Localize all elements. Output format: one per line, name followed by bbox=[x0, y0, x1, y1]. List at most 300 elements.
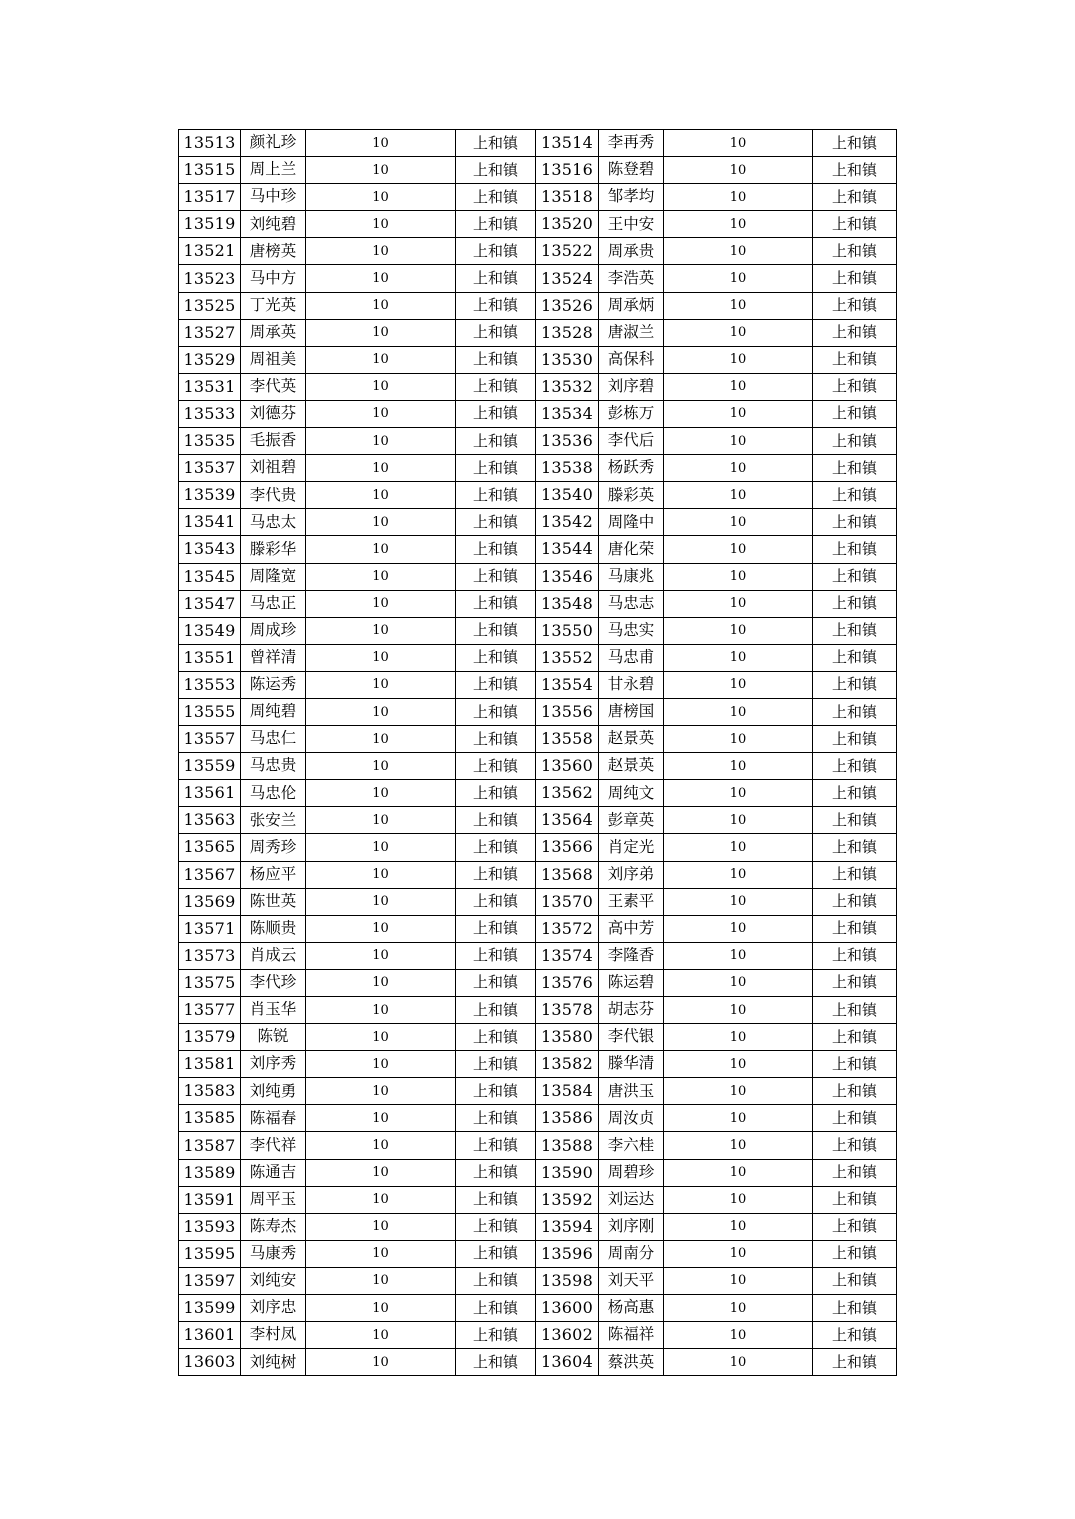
amount-cell: 10 bbox=[306, 428, 456, 455]
table-row bbox=[179, 861, 897, 888]
amount-cell: 10 bbox=[306, 1267, 456, 1294]
person-name-cell: 李代祥 bbox=[241, 1132, 306, 1159]
amount-cell: 10 bbox=[306, 1349, 456, 1376]
person-name-cell: 高保科 bbox=[599, 346, 664, 373]
record-id-cell: 13526 bbox=[536, 292, 599, 319]
town-name-cell: 上和镇 bbox=[456, 400, 536, 427]
amount-cell: 10 bbox=[306, 1132, 456, 1159]
person-name-cell: 周南分 bbox=[599, 1240, 664, 1267]
person-name-cell: 刘德芬 bbox=[241, 400, 306, 427]
amount-cell: 10 bbox=[306, 1240, 456, 1267]
town-name-cell: 上和镇 bbox=[456, 671, 536, 698]
record-id-cell: 13603 bbox=[179, 1349, 241, 1376]
record-id-cell: 13564 bbox=[536, 807, 599, 834]
record-id-cell: 13543 bbox=[179, 536, 241, 563]
record-id-cell: 13527 bbox=[179, 319, 241, 346]
table-row bbox=[179, 563, 897, 590]
town-name-cell: 上和镇 bbox=[813, 1240, 897, 1267]
town-name-cell: 上和镇 bbox=[456, 861, 536, 888]
person-name-cell: 周承贵 bbox=[599, 238, 664, 265]
town-name-cell: 上和镇 bbox=[456, 1213, 536, 1240]
amount-cell: 10 bbox=[306, 888, 456, 915]
record-id-cell: 13590 bbox=[536, 1159, 599, 1186]
record-id-cell: 13575 bbox=[179, 969, 241, 996]
person-name-cell: 马忠仁 bbox=[241, 726, 306, 753]
table-row bbox=[179, 346, 897, 373]
person-name-cell: 高中芳 bbox=[599, 915, 664, 942]
person-name-cell: 陈运秀 bbox=[241, 671, 306, 698]
town-name-cell: 上和镇 bbox=[813, 590, 897, 617]
record-id-cell: 13541 bbox=[179, 509, 241, 536]
record-id-cell: 13567 bbox=[179, 861, 241, 888]
record-id-cell: 13533 bbox=[179, 400, 241, 427]
amount-cell: 10 bbox=[664, 373, 813, 400]
town-name-cell: 上和镇 bbox=[813, 265, 897, 292]
record-id-cell: 13599 bbox=[179, 1295, 241, 1322]
table-row bbox=[179, 130, 897, 157]
town-name-cell: 上和镇 bbox=[813, 157, 897, 184]
table-row bbox=[179, 157, 897, 184]
town-name-cell: 上和镇 bbox=[456, 428, 536, 455]
amount-cell: 10 bbox=[306, 1186, 456, 1213]
record-id-cell: 13557 bbox=[179, 726, 241, 753]
record-id-cell: 13587 bbox=[179, 1132, 241, 1159]
amount-cell: 10 bbox=[306, 536, 456, 563]
record-id-cell: 13539 bbox=[179, 482, 241, 509]
town-name-cell: 上和镇 bbox=[456, 1295, 536, 1322]
record-id-cell: 13604 bbox=[536, 1349, 599, 1376]
table-row bbox=[179, 726, 897, 753]
person-name-cell: 颜礼珍 bbox=[241, 130, 306, 157]
amount-cell: 10 bbox=[664, 157, 813, 184]
record-id-cell: 13591 bbox=[179, 1186, 241, 1213]
record-id-cell: 13580 bbox=[536, 1024, 599, 1051]
person-name-cell: 李再秀 bbox=[599, 130, 664, 157]
amount-cell: 10 bbox=[664, 563, 813, 590]
town-name-cell: 上和镇 bbox=[456, 1186, 536, 1213]
town-name-cell: 上和镇 bbox=[456, 319, 536, 346]
town-name-cell: 上和镇 bbox=[813, 861, 897, 888]
record-id-cell: 13602 bbox=[536, 1322, 599, 1349]
table-row bbox=[179, 698, 897, 725]
record-id-cell: 13550 bbox=[536, 617, 599, 644]
town-name-cell: 上和镇 bbox=[813, 1132, 897, 1159]
table-row bbox=[179, 671, 897, 698]
town-name-cell: 上和镇 bbox=[813, 753, 897, 780]
amount-cell: 10 bbox=[306, 184, 456, 211]
record-id-cell: 13586 bbox=[536, 1105, 599, 1132]
person-name-cell: 陈锐 bbox=[241, 1024, 306, 1051]
person-name-cell: 李浩英 bbox=[599, 265, 664, 292]
person-name-cell: 马忠实 bbox=[599, 617, 664, 644]
person-name-cell: 陈运碧 bbox=[599, 969, 664, 996]
town-name-cell: 上和镇 bbox=[813, 780, 897, 807]
table-row bbox=[179, 1105, 897, 1132]
record-id-cell: 13581 bbox=[179, 1051, 241, 1078]
record-id-cell: 13552 bbox=[536, 644, 599, 671]
town-name-cell: 上和镇 bbox=[813, 1295, 897, 1322]
amount-cell: 10 bbox=[306, 780, 456, 807]
amount-cell: 10 bbox=[664, 1186, 813, 1213]
person-name-cell: 丁光英 bbox=[241, 292, 306, 319]
table-row bbox=[179, 211, 897, 238]
person-name-cell: 周碧珍 bbox=[599, 1159, 664, 1186]
town-name-cell: 上和镇 bbox=[456, 617, 536, 644]
person-name-cell: 刘纯勇 bbox=[241, 1078, 306, 1105]
roster-body bbox=[179, 130, 897, 1376]
person-name-cell: 肖定光 bbox=[599, 834, 664, 861]
person-name-cell: 周上兰 bbox=[241, 157, 306, 184]
record-id-cell: 13537 bbox=[179, 455, 241, 482]
town-name-cell: 上和镇 bbox=[456, 590, 536, 617]
table-row bbox=[179, 644, 897, 671]
amount-cell: 10 bbox=[664, 238, 813, 265]
record-id-cell: 13516 bbox=[536, 157, 599, 184]
record-id-cell: 13572 bbox=[536, 915, 599, 942]
person-name-cell: 陈福春 bbox=[241, 1105, 306, 1132]
person-name-cell: 蔡洪英 bbox=[599, 1349, 664, 1376]
record-id-cell: 13521 bbox=[179, 238, 241, 265]
table-row bbox=[179, 184, 897, 211]
record-id-cell: 13540 bbox=[536, 482, 599, 509]
town-name-cell: 上和镇 bbox=[813, 1159, 897, 1186]
town-name-cell: 上和镇 bbox=[456, 455, 536, 482]
person-name-cell: 刘序弟 bbox=[599, 861, 664, 888]
amount-cell: 10 bbox=[664, 861, 813, 888]
amount-cell: 10 bbox=[664, 536, 813, 563]
amount-cell: 10 bbox=[306, 861, 456, 888]
town-name-cell: 上和镇 bbox=[456, 1267, 536, 1294]
amount-cell: 10 bbox=[664, 590, 813, 617]
person-name-cell: 马忠甫 bbox=[599, 644, 664, 671]
person-name-cell: 陈登碧 bbox=[599, 157, 664, 184]
town-name-cell: 上和镇 bbox=[456, 1240, 536, 1267]
person-name-cell: 滕彩华 bbox=[241, 536, 306, 563]
person-name-cell: 周平玉 bbox=[241, 1186, 306, 1213]
town-name-cell: 上和镇 bbox=[813, 1349, 897, 1376]
amount-cell: 10 bbox=[306, 753, 456, 780]
town-name-cell: 上和镇 bbox=[813, 1267, 897, 1294]
table-row bbox=[179, 1051, 897, 1078]
person-name-cell: 赵景英 bbox=[599, 753, 664, 780]
roster-table bbox=[178, 129, 897, 1376]
town-name-cell: 上和镇 bbox=[456, 536, 536, 563]
town-name-cell: 上和镇 bbox=[456, 780, 536, 807]
person-name-cell: 马忠太 bbox=[241, 509, 306, 536]
record-id-cell: 13515 bbox=[179, 157, 241, 184]
person-name-cell: 周秀珍 bbox=[241, 834, 306, 861]
person-name-cell: 周隆中 bbox=[599, 509, 664, 536]
town-name-cell: 上和镇 bbox=[813, 130, 897, 157]
amount-cell: 10 bbox=[664, 753, 813, 780]
amount-cell: 10 bbox=[306, 455, 456, 482]
record-id-cell: 13600 bbox=[536, 1295, 599, 1322]
table-row bbox=[179, 942, 897, 969]
amount-cell: 10 bbox=[306, 1078, 456, 1105]
table-row bbox=[179, 482, 897, 509]
town-name-cell: 上和镇 bbox=[813, 455, 897, 482]
amount-cell: 10 bbox=[306, 563, 456, 590]
person-name-cell: 刘纯安 bbox=[241, 1267, 306, 1294]
town-name-cell: 上和镇 bbox=[813, 726, 897, 753]
town-name-cell: 上和镇 bbox=[813, 834, 897, 861]
table-row bbox=[179, 238, 897, 265]
record-id-cell: 13565 bbox=[179, 834, 241, 861]
amount-cell: 10 bbox=[664, 1267, 813, 1294]
record-id-cell: 13601 bbox=[179, 1322, 241, 1349]
amount-cell: 10 bbox=[664, 1105, 813, 1132]
town-name-cell: 上和镇 bbox=[813, 211, 897, 238]
record-id-cell: 13569 bbox=[179, 888, 241, 915]
record-id-cell: 13592 bbox=[536, 1186, 599, 1213]
record-id-cell: 13574 bbox=[536, 942, 599, 969]
amount-cell: 10 bbox=[664, 997, 813, 1024]
town-name-cell: 上和镇 bbox=[813, 969, 897, 996]
person-name-cell: 滕彩英 bbox=[599, 482, 664, 509]
amount-cell: 10 bbox=[664, 1132, 813, 1159]
record-id-cell: 13584 bbox=[536, 1078, 599, 1105]
record-id-cell: 13556 bbox=[536, 698, 599, 725]
record-id-cell: 13520 bbox=[536, 211, 599, 238]
amount-cell: 10 bbox=[664, 644, 813, 671]
town-name-cell: 上和镇 bbox=[456, 726, 536, 753]
table-row bbox=[179, 455, 897, 482]
person-name-cell: 肖成云 bbox=[241, 942, 306, 969]
person-name-cell: 马中珍 bbox=[241, 184, 306, 211]
person-name-cell: 陈寿杰 bbox=[241, 1213, 306, 1240]
person-name-cell: 李隆香 bbox=[599, 942, 664, 969]
person-name-cell: 周纯文 bbox=[599, 780, 664, 807]
town-name-cell: 上和镇 bbox=[456, 698, 536, 725]
town-name-cell: 上和镇 bbox=[813, 482, 897, 509]
table-row bbox=[179, 265, 897, 292]
record-id-cell: 13598 bbox=[536, 1267, 599, 1294]
amount-cell: 10 bbox=[306, 698, 456, 725]
town-name-cell: 上和镇 bbox=[456, 753, 536, 780]
record-id-cell: 13538 bbox=[536, 455, 599, 482]
town-name-cell: 上和镇 bbox=[456, 1132, 536, 1159]
amount-cell: 10 bbox=[306, 942, 456, 969]
amount-cell: 10 bbox=[664, 319, 813, 346]
town-name-cell: 上和镇 bbox=[813, 1024, 897, 1051]
record-id-cell: 13588 bbox=[536, 1132, 599, 1159]
person-name-cell: 马忠伦 bbox=[241, 780, 306, 807]
record-id-cell: 13517 bbox=[179, 184, 241, 211]
record-id-cell: 13523 bbox=[179, 265, 241, 292]
person-name-cell: 赵景英 bbox=[599, 726, 664, 753]
person-name-cell: 马忠贵 bbox=[241, 753, 306, 780]
amount-cell: 10 bbox=[306, 346, 456, 373]
person-name-cell: 彭章英 bbox=[599, 807, 664, 834]
person-name-cell: 周承炳 bbox=[599, 292, 664, 319]
table-row bbox=[179, 1132, 897, 1159]
record-id-cell: 13578 bbox=[536, 997, 599, 1024]
record-id-cell: 13561 bbox=[179, 780, 241, 807]
person-name-cell: 刘序忠 bbox=[241, 1295, 306, 1322]
amount-cell: 10 bbox=[306, 1105, 456, 1132]
record-id-cell: 13534 bbox=[536, 400, 599, 427]
record-id-cell: 13596 bbox=[536, 1240, 599, 1267]
record-id-cell: 13531 bbox=[179, 373, 241, 400]
table-row bbox=[179, 1213, 897, 1240]
amount-cell: 10 bbox=[306, 726, 456, 753]
person-name-cell: 甘永碧 bbox=[599, 671, 664, 698]
record-id-cell: 13545 bbox=[179, 563, 241, 590]
table-row bbox=[179, 400, 897, 427]
record-id-cell: 13547 bbox=[179, 590, 241, 617]
amount-cell: 10 bbox=[664, 184, 813, 211]
table-row bbox=[179, 780, 897, 807]
record-id-cell: 13585 bbox=[179, 1105, 241, 1132]
town-name-cell: 上和镇 bbox=[813, 644, 897, 671]
person-name-cell: 刘运达 bbox=[599, 1186, 664, 1213]
town-name-cell: 上和镇 bbox=[813, 428, 897, 455]
amount-cell: 10 bbox=[306, 644, 456, 671]
person-name-cell: 李代英 bbox=[241, 373, 306, 400]
amount-cell: 10 bbox=[664, 807, 813, 834]
town-name-cell: 上和镇 bbox=[456, 211, 536, 238]
record-id-cell: 13554 bbox=[536, 671, 599, 698]
record-id-cell: 13532 bbox=[536, 373, 599, 400]
amount-cell: 10 bbox=[664, 942, 813, 969]
table-row bbox=[179, 373, 897, 400]
person-name-cell: 唐榜国 bbox=[599, 698, 664, 725]
amount-cell: 10 bbox=[664, 888, 813, 915]
amount-cell: 10 bbox=[306, 292, 456, 319]
record-id-cell: 13560 bbox=[536, 753, 599, 780]
person-name-cell: 陈通吉 bbox=[241, 1159, 306, 1186]
amount-cell: 10 bbox=[664, 617, 813, 644]
town-name-cell: 上和镇 bbox=[813, 997, 897, 1024]
amount-cell: 10 bbox=[306, 1213, 456, 1240]
person-name-cell: 王中安 bbox=[599, 211, 664, 238]
record-id-cell: 13573 bbox=[179, 942, 241, 969]
town-name-cell: 上和镇 bbox=[456, 942, 536, 969]
amount-cell: 10 bbox=[306, 671, 456, 698]
town-name-cell: 上和镇 bbox=[456, 969, 536, 996]
town-name-cell: 上和镇 bbox=[456, 184, 536, 211]
record-id-cell: 13528 bbox=[536, 319, 599, 346]
amount-cell: 10 bbox=[306, 807, 456, 834]
person-name-cell: 李代贵 bbox=[241, 482, 306, 509]
town-name-cell: 上和镇 bbox=[813, 373, 897, 400]
amount-cell: 10 bbox=[306, 373, 456, 400]
town-name-cell: 上和镇 bbox=[813, 509, 897, 536]
town-name-cell: 上和镇 bbox=[813, 888, 897, 915]
table-row bbox=[179, 834, 897, 861]
record-id-cell: 13568 bbox=[536, 861, 599, 888]
amount-cell: 10 bbox=[306, 1159, 456, 1186]
record-id-cell: 13579 bbox=[179, 1024, 241, 1051]
person-name-cell: 杨跃秀 bbox=[599, 455, 664, 482]
amount-cell: 10 bbox=[664, 1322, 813, 1349]
record-id-cell: 13553 bbox=[179, 671, 241, 698]
person-name-cell: 胡志芬 bbox=[599, 997, 664, 1024]
amount-cell: 10 bbox=[664, 969, 813, 996]
town-name-cell: 上和镇 bbox=[456, 346, 536, 373]
town-name-cell: 上和镇 bbox=[456, 292, 536, 319]
amount-cell: 10 bbox=[664, 834, 813, 861]
town-name-cell: 上和镇 bbox=[813, 536, 897, 563]
town-name-cell: 上和镇 bbox=[456, 157, 536, 184]
town-name-cell: 上和镇 bbox=[456, 997, 536, 1024]
person-name-cell: 马中方 bbox=[241, 265, 306, 292]
person-name-cell: 周汝贞 bbox=[599, 1105, 664, 1132]
table-row bbox=[179, 1078, 897, 1105]
record-id-cell: 13542 bbox=[536, 509, 599, 536]
person-name-cell: 唐榜英 bbox=[241, 238, 306, 265]
town-name-cell: 上和镇 bbox=[813, 346, 897, 373]
amount-cell: 10 bbox=[306, 1322, 456, 1349]
table-row bbox=[179, 1322, 897, 1349]
amount-cell: 10 bbox=[306, 157, 456, 184]
person-name-cell: 杨高惠 bbox=[599, 1295, 664, 1322]
person-name-cell: 李六桂 bbox=[599, 1132, 664, 1159]
amount-cell: 10 bbox=[664, 346, 813, 373]
person-name-cell: 李代银 bbox=[599, 1024, 664, 1051]
amount-cell: 10 bbox=[664, 509, 813, 536]
town-name-cell: 上和镇 bbox=[456, 1105, 536, 1132]
person-name-cell: 刘纯碧 bbox=[241, 211, 306, 238]
amount-cell: 10 bbox=[664, 915, 813, 942]
amount-cell: 10 bbox=[664, 130, 813, 157]
record-id-cell: 13595 bbox=[179, 1240, 241, 1267]
record-id-cell: 13549 bbox=[179, 617, 241, 644]
person-name-cell: 周祖美 bbox=[241, 346, 306, 373]
record-id-cell: 13582 bbox=[536, 1051, 599, 1078]
amount-cell: 10 bbox=[664, 265, 813, 292]
person-name-cell: 毛振香 bbox=[241, 428, 306, 455]
town-name-cell: 上和镇 bbox=[813, 184, 897, 211]
person-name-cell: 唐淑兰 bbox=[599, 319, 664, 346]
town-name-cell: 上和镇 bbox=[456, 888, 536, 915]
amount-cell: 10 bbox=[664, 1078, 813, 1105]
amount-cell: 10 bbox=[306, 1295, 456, 1322]
record-id-cell: 13562 bbox=[536, 780, 599, 807]
town-name-cell: 上和镇 bbox=[813, 1051, 897, 1078]
town-name-cell: 上和镇 bbox=[813, 400, 897, 427]
amount-cell: 10 bbox=[306, 1051, 456, 1078]
town-name-cell: 上和镇 bbox=[813, 563, 897, 590]
amount-cell: 10 bbox=[306, 265, 456, 292]
town-name-cell: 上和镇 bbox=[813, 942, 897, 969]
person-name-cell: 杨应平 bbox=[241, 861, 306, 888]
town-name-cell: 上和镇 bbox=[456, 834, 536, 861]
record-id-cell: 13513 bbox=[179, 130, 241, 157]
town-name-cell: 上和镇 bbox=[456, 482, 536, 509]
record-id-cell: 13524 bbox=[536, 265, 599, 292]
amount-cell: 10 bbox=[306, 211, 456, 238]
person-name-cell: 陈顺贵 bbox=[241, 915, 306, 942]
amount-cell: 10 bbox=[664, 1051, 813, 1078]
record-id-cell: 13535 bbox=[179, 428, 241, 455]
person-name-cell: 王素平 bbox=[599, 888, 664, 915]
town-name-cell: 上和镇 bbox=[813, 238, 897, 265]
person-name-cell: 李代后 bbox=[599, 428, 664, 455]
record-id-cell: 13589 bbox=[179, 1159, 241, 1186]
amount-cell: 10 bbox=[306, 130, 456, 157]
amount-cell: 10 bbox=[306, 400, 456, 427]
amount-cell: 10 bbox=[664, 1159, 813, 1186]
town-name-cell: 上和镇 bbox=[813, 1213, 897, 1240]
person-name-cell: 马忠志 bbox=[599, 590, 664, 617]
table-row bbox=[179, 590, 897, 617]
amount-cell: 10 bbox=[306, 319, 456, 346]
person-name-cell: 刘祖碧 bbox=[241, 455, 306, 482]
town-name-cell: 上和镇 bbox=[813, 617, 897, 644]
town-name-cell: 上和镇 bbox=[813, 671, 897, 698]
person-name-cell: 刘序碧 bbox=[599, 373, 664, 400]
